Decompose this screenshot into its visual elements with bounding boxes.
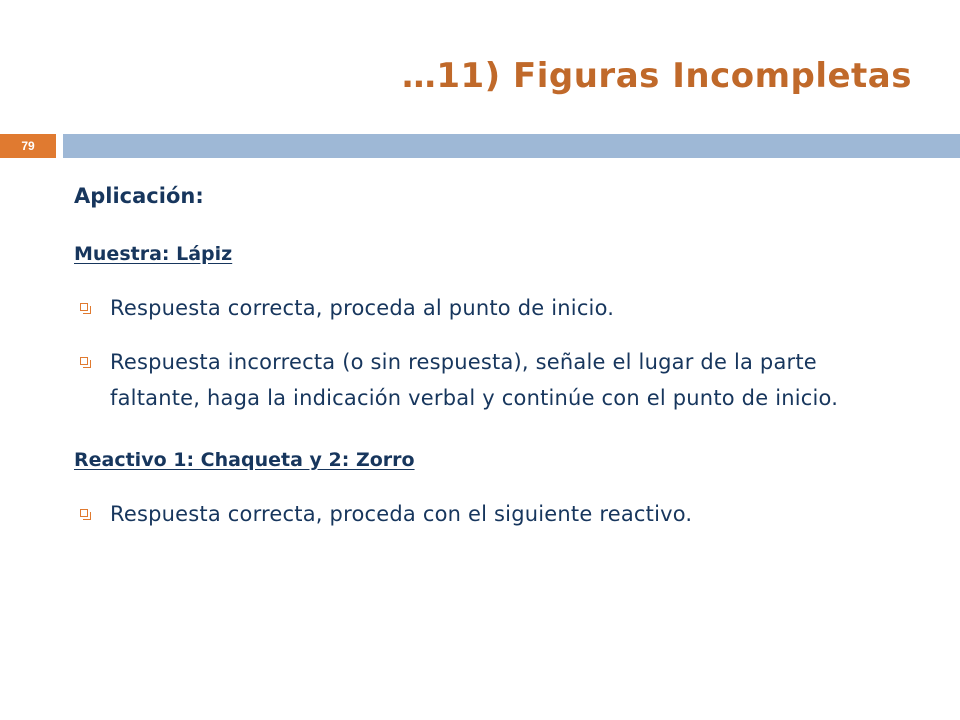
application-heading: Aplicación: (74, 184, 204, 208)
bullet-text: Respuesta correcta, proceda al punto de inicio. (110, 296, 615, 320)
slide-number-badge: 79 (0, 134, 56, 158)
square-bullet-icon (80, 357, 88, 365)
slide-title: …11) Figuras Incompletas (401, 56, 912, 96)
header-bar (63, 134, 960, 158)
bullet-item (74, 344, 894, 416)
sample-label: Muestra: Lápiz (74, 243, 233, 265)
square-bullet-icon (80, 303, 88, 311)
item-label: Reactivo 1: Chaqueta y 2: Zorro (74, 449, 415, 471)
square-bullet-icon (80, 509, 88, 517)
bullet-text: Respuesta incorrecta (o sin respuesta), señale el lugar de la parte faltante, haga la indicación verbal y continúe con el punto de inicio. (110, 350, 839, 410)
bullet-item (74, 290, 894, 326)
bullet-item (74, 496, 894, 532)
slide-content (74, 178, 894, 532)
bullet-text: Respuesta correcta, proceda con el siguiente reactivo. (110, 502, 693, 526)
